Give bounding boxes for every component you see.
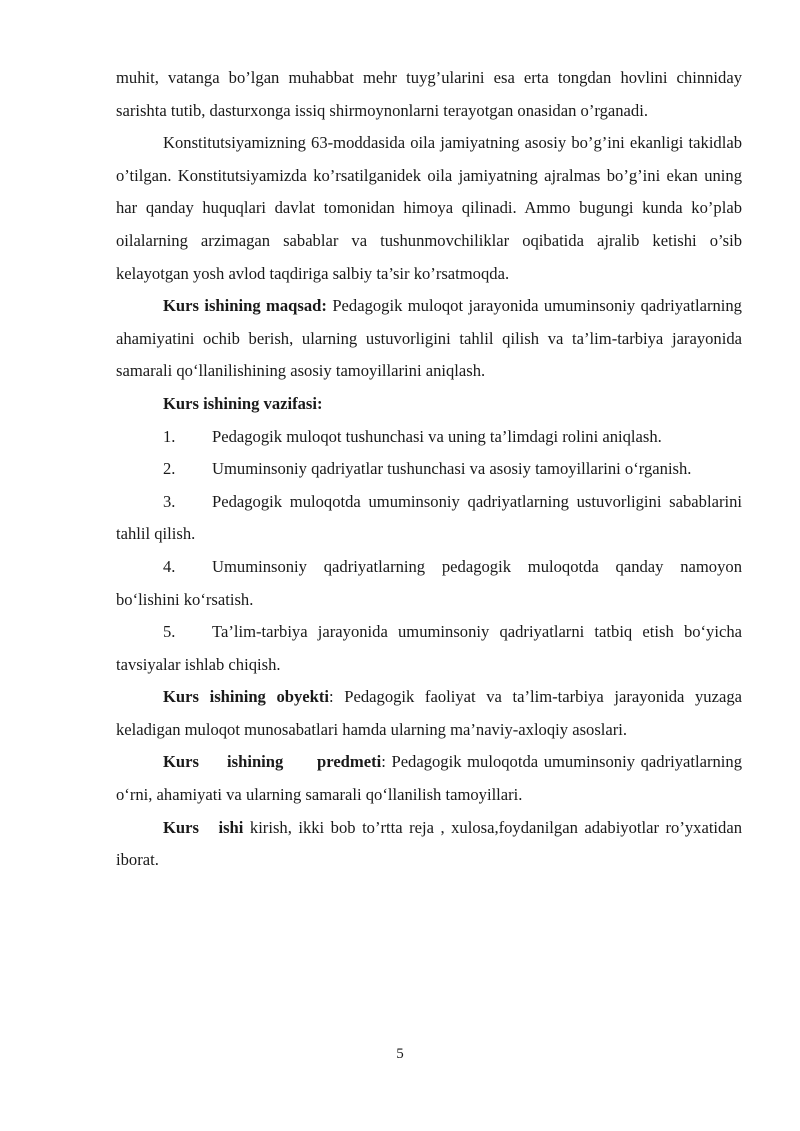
tasks-heading	[116, 388, 742, 421]
task-text: Ta’lim-tarbiya jarayonida umuminsoniy qadriyatlarni tatbiq etish bo‘yicha tavsiyalar ishlab chiqish.	[116, 622, 742, 674]
paragraph-constitution: Konstitutsiyamizning 63-moddasida oila jamiyatning asosiy bo’g’ini ekanligi takidlab o’tilgan. Konstitutsiyamizda ko’rsatilganidek oila jamiyatning ajralmas bo’g’ini ekan uning har qanday huquqlari davlat tomonidan himoya qilinadi. Ammo bugungi kunda ko’plab oilalarning arzimagan sabablar va tushunmovchiliklar oqibatida ajralib ketishi o’sib kelayotgan yosh avlod taqdiriga salbiy ta’sir ko’rsatmoqda.	[116, 133, 742, 283]
task-number: 1.	[163, 426, 176, 446]
tasks-label: Kurs ishining vazifasi:	[163, 393, 323, 413]
goal-text: Pedagogik muloqot jarayonida umuminsoniy qadriyatlarning ahamiyatini ochib berish, ularning ustuvorligini tahlil qilish va ta’lim-tarbiya jarayonida samarali qo‘llanilishining asosiy tamoyillarini aniqlash.	[116, 296, 742, 381]
task-item	[116, 421, 742, 454]
paragraph-intro-continuation: muhit, vatanga bo’lgan muhabbat mehr tuyg’ularini esa erta tongdan hovlini chinniday sarishta tutib, dasturxonga issiq shirmoynonlarni terayotgan onasidan o’rganadi.	[116, 68, 742, 120]
task-number: 5.	[163, 622, 176, 642]
task-number: 2.	[163, 459, 176, 479]
paragraph-object	[116, 681, 742, 746]
subject-label: Kurs ishining predmeti	[163, 752, 382, 772]
page-number: 5	[396, 1046, 404, 1062]
paragraph-goal	[116, 290, 742, 388]
task-text: Umuminsoniy qadriyatlarning pedagogik muloqotda qanday namoyon bo‘lishini ko‘rsatish.	[116, 556, 742, 609]
task-number: 4.	[163, 556, 176, 576]
task-item	[116, 551, 742, 616]
task-text: Umuminsoniy qadriyatlar tushunchasi va asosiy tamoyillarini o‘rganish.	[212, 459, 692, 479]
goal-label: Kurs ishining maqsad:	[163, 296, 327, 316]
task-item	[116, 453, 742, 486]
paragraph-subject	[116, 746, 742, 811]
paragraph-structure	[116, 812, 742, 877]
structure-text: kirish, ikki bob to’rtta reja , xulosa,foydanilgan adabiyotlar ro’yxatidan iborat.	[116, 817, 743, 870]
structure-label: Kurs ishi	[163, 817, 244, 837]
task-text: Pedagogik muloqotda umuminsoniy qadriyatlarning ustuvorligini sabablarini tahlil qilish.	[116, 491, 742, 544]
task-number: 3.	[163, 491, 176, 511]
task-text: Pedagogik muloqot tushunchasi va uning ta’limdagi rolini aniqlash.	[212, 426, 662, 446]
subject-text: : Pedagogik muloqotda umuminsoniy qadriyatlarning o‘rni, ahamiyati va ularning samarali qo‘llanilish tamoyillari.	[116, 752, 742, 805]
object-text: : Pedagogik faoliyat va ta’lim-tarbiya jarayonida yuzaga keladigan muloqot munosabatlari hamda ularning ma’naviy-axloqiy asoslari.	[116, 687, 742, 739]
object-label: Kurs ishining obyekti	[163, 687, 330, 707]
document-page	[116, 62, 742, 877]
task-item	[116, 486, 742, 551]
task-item	[116, 616, 742, 681]
